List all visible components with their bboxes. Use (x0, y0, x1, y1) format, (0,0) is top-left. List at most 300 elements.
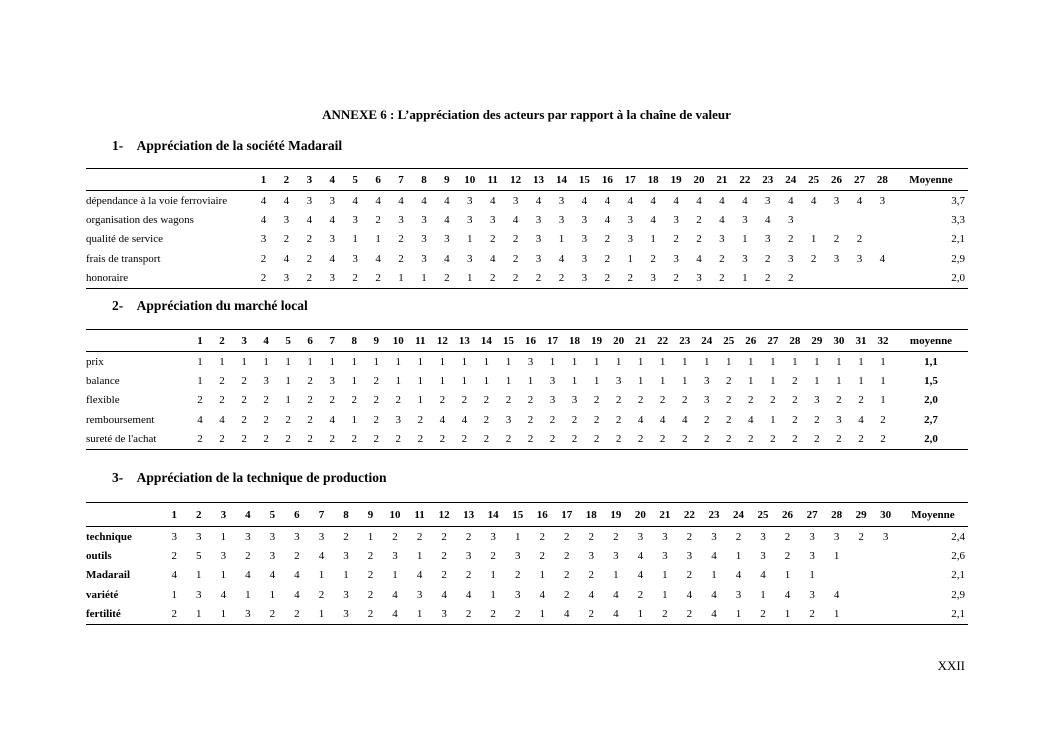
score-cell: 4 (711, 588, 717, 601)
column-header: 19 (591, 334, 603, 347)
score-cell: 2 (367, 549, 374, 562)
score-cell: 4 (375, 194, 381, 207)
score-cell: 2 (809, 608, 815, 620)
score-cell: 2 (856, 233, 863, 246)
score-cell: 4 (197, 413, 203, 426)
score-cell: 1 (395, 355, 402, 368)
score-cell: 3 (809, 549, 815, 562)
average-header: Moyenne (909, 173, 953, 186)
table-row (86, 391, 968, 411)
section-title: Appréciation de la société Madarail (136, 138, 343, 153)
score-cell: 1 (792, 355, 798, 368)
average-cell: 2,4 (951, 530, 965, 543)
score-cell: 4 (765, 213, 771, 226)
score-cell: 3 (549, 394, 556, 407)
score-cell: 1 (196, 608, 202, 620)
score-cell: 2 (307, 413, 313, 426)
score-cell: 3 (306, 194, 313, 207)
score-cell: 1 (726, 355, 732, 368)
score-cell (848, 269, 871, 289)
average-header: Moyenne (911, 508, 955, 521)
table-row (86, 546, 968, 566)
row-label: outils (86, 549, 112, 562)
row-label-header (86, 330, 189, 352)
column-header: 22 (657, 334, 669, 347)
score-cell: 1 (220, 608, 227, 620)
score-cell: 3 (329, 194, 335, 207)
score-cell: 2 (318, 588, 325, 601)
score-cell (873, 605, 898, 625)
score-cell: 2 (637, 588, 644, 601)
column-header: 27 (767, 334, 779, 347)
score-cell: 3 (263, 374, 269, 387)
score-cell: 1 (285, 355, 291, 368)
score-cell: 4 (465, 588, 472, 601)
score-cell: 2 (489, 233, 496, 246)
column-header: 18 (647, 173, 659, 186)
score-cell: 2 (395, 394, 402, 407)
column-header: 11 (415, 334, 426, 347)
score-cell: 2 (306, 272, 313, 284)
score-cell: 2 (792, 413, 798, 426)
column-header: 16 (536, 508, 548, 521)
score-cell: 2 (269, 608, 276, 620)
score-cell: 1 (490, 588, 496, 601)
score-cell: 3 (613, 549, 619, 562)
score-cell: 2 (558, 272, 565, 284)
score-cell (824, 566, 849, 586)
score-cell: 1 (285, 394, 291, 407)
score-cell: 3 (558, 194, 565, 207)
row-label: dépendance à la voie ferroviaire (86, 194, 228, 207)
score-cell: 3 (650, 272, 656, 284)
table-row (86, 527, 968, 547)
score-cell: 3 (329, 233, 335, 246)
score-cell: 2 (858, 433, 864, 445)
average-cell: 2,7 (924, 413, 938, 426)
column-header: 20 (613, 334, 625, 347)
score-cell: 2 (726, 413, 732, 426)
score-cell: 3 (343, 588, 349, 601)
table-row (86, 230, 968, 250)
score-cell (873, 546, 898, 566)
score-cell: 1 (439, 374, 446, 387)
row-label-header (86, 169, 252, 191)
score-cell: 4 (392, 608, 398, 620)
score-cell: 2 (539, 530, 545, 543)
score-cell: 2 (814, 433, 820, 445)
score-cell: 1 (703, 355, 710, 368)
score-cell: 4 (784, 588, 791, 601)
column-header: 20 (634, 508, 646, 521)
score-cell: 4 (535, 194, 542, 207)
score-cell: 4 (260, 213, 267, 226)
column-header: 10 (392, 334, 404, 347)
score-cell: 2 (489, 272, 496, 284)
score-cell: 4 (604, 194, 611, 207)
score-cell: 1 (613, 569, 619, 582)
column-header: 6 (294, 508, 300, 521)
score-cell: 1 (662, 588, 668, 601)
score-cell: 3 (343, 608, 349, 620)
score-cell: 2 (490, 549, 496, 562)
score-cell: 4 (581, 194, 588, 207)
score-cell: 3 (329, 374, 335, 387)
score-cell: 3 (809, 530, 815, 543)
score-cell: 4 (637, 569, 644, 582)
header-row (86, 169, 968, 191)
column-header: 20 (693, 173, 705, 186)
score-cell (802, 210, 825, 230)
score-cell: 2 (307, 394, 313, 407)
score-cell: 1 (421, 272, 427, 284)
column-header: 6 (375, 173, 381, 186)
score-cell: 2 (571, 433, 578, 445)
score-cell: 2 (263, 394, 269, 407)
score-cell: 3 (283, 213, 290, 226)
column-header: 2 (219, 334, 225, 347)
average-cell: 2,0 (924, 394, 938, 407)
table-row (86, 269, 968, 289)
score-cell: 3 (535, 233, 542, 246)
score-cell: 1 (351, 413, 357, 426)
score-cell: 3 (421, 233, 427, 246)
score-cell: 3 (352, 213, 358, 226)
score-cell: 3 (836, 413, 842, 426)
score-cell: 4 (539, 588, 545, 601)
column-header: 23 (762, 173, 774, 186)
score-cell: 1 (375, 233, 381, 246)
score-cell: 2 (659, 394, 666, 407)
score-cell: 2 (627, 272, 633, 284)
score-cell: 1 (197, 355, 203, 368)
average-cell: 2,1 (951, 233, 965, 246)
score-cell: 2 (444, 272, 450, 284)
score-cell: 3 (171, 530, 178, 543)
score-cell: 2 (588, 569, 595, 582)
row-label-header (86, 503, 162, 527)
average-cell: 1,1 (924, 355, 938, 368)
score-cell: 2 (637, 433, 644, 445)
score-cell: 2 (673, 233, 679, 246)
score-cell: 1 (219, 355, 225, 368)
score-cell: 2 (535, 272, 542, 284)
score-cell: 2 (373, 413, 380, 426)
score-cell: 4 (489, 194, 496, 207)
average-header: moyenne (909, 334, 953, 347)
score-cell: 2 (880, 433, 886, 445)
column-header: 3 (241, 334, 247, 347)
score-cell: 3 (581, 272, 588, 284)
column-header: 32 (877, 334, 889, 347)
score-cell: 4 (748, 413, 754, 426)
score-cell: 2 (604, 272, 611, 284)
score-cell: 1 (318, 608, 325, 620)
section-number: 3- (112, 470, 124, 485)
score-cell: 2 (197, 433, 203, 445)
score-cell: 2 (564, 569, 570, 582)
score-cell: 2 (814, 413, 820, 426)
column-header: 15 (502, 334, 514, 347)
score-cell: 1 (742, 272, 748, 284)
score-cell: 4 (742, 194, 748, 207)
production-technique-table (86, 502, 968, 625)
score-cell: 2 (527, 413, 534, 426)
score-cell: 1 (220, 569, 227, 582)
score-cell: 1 (833, 608, 840, 620)
score-cell: 4 (329, 213, 335, 226)
score-cell: 3 (703, 374, 710, 387)
score-cell: 1 (263, 355, 269, 368)
score-cell: 2 (441, 530, 447, 543)
score-cell: 1 (836, 355, 842, 368)
score-cell: 4 (245, 569, 251, 582)
column-header: 11 (487, 173, 498, 186)
score-cell (849, 546, 874, 566)
score-cell: 3 (283, 272, 290, 284)
column-header: 13 (463, 508, 475, 521)
score-cell: 3 (833, 530, 840, 543)
score-cell: 1 (416, 608, 423, 620)
column-header: 27 (806, 508, 818, 521)
score-cell: 1 (784, 569, 791, 582)
average-cell: 2,6 (951, 549, 965, 562)
score-cell: 2 (171, 608, 178, 620)
score-cell (873, 585, 898, 605)
column-header: 17 (624, 173, 636, 186)
score-cell: 4 (659, 413, 666, 426)
score-cell: 3 (220, 549, 227, 562)
score-cell: 3 (527, 355, 534, 368)
score-cell: 3 (662, 549, 668, 562)
score-cell: 3 (505, 413, 512, 426)
score-cell: 3 (490, 530, 496, 543)
score-cell: 2 (294, 608, 300, 620)
score-cell: 3 (260, 233, 267, 246)
column-header: 14 (487, 508, 499, 521)
column-header: 29 (811, 334, 823, 347)
score-cell: 4 (171, 569, 178, 582)
column-header: 26 (831, 173, 843, 186)
score-cell: 1 (681, 355, 688, 368)
score-cell: 2 (588, 530, 595, 543)
score-cell: 2 (241, 394, 247, 407)
score-cell: 2 (770, 394, 776, 407)
score-cell: 3 (441, 608, 447, 620)
column-header: 12 (510, 173, 522, 186)
score-cell: 2 (748, 394, 754, 407)
score-cell: 2 (441, 569, 447, 582)
score-cell: 2 (549, 413, 556, 426)
table-row (86, 210, 968, 230)
score-cell: 4 (416, 569, 423, 582)
score-cell: 1 (329, 355, 335, 368)
score-cell: 2 (465, 608, 472, 620)
score-cell: 2 (505, 394, 512, 407)
score-cell: 4 (439, 413, 446, 426)
score-cell: 2 (726, 433, 732, 445)
score-cell: 2 (373, 433, 380, 445)
score-cell: 2 (512, 272, 519, 284)
score-cell: 4 (719, 194, 725, 207)
score-cell: 4 (219, 413, 225, 426)
score-cell: 2 (245, 549, 251, 562)
score-cell: 2 (726, 394, 732, 407)
section-title: Appréciation du marché local (136, 298, 308, 313)
score-cell: 4 (318, 549, 325, 562)
score-cell: 1 (748, 355, 754, 368)
score-cell: 4 (604, 213, 611, 226)
column-header: 23 (708, 508, 720, 521)
table-row (86, 430, 968, 450)
section-title: Appréciation de la technique de production (136, 470, 387, 485)
score-cell: 4 (283, 252, 290, 265)
score-cell: 4 (329, 252, 335, 265)
score-cell: 2 (564, 588, 570, 601)
score-cell: 3 (615, 374, 622, 387)
column-header: 1 (197, 334, 203, 347)
column-header: 21 (659, 508, 671, 521)
score-cell: 1 (770, 413, 776, 426)
score-cell: 4 (696, 194, 702, 207)
column-header: 24 (701, 334, 713, 347)
score-cell: 3 (416, 588, 423, 601)
score-cell: 1 (637, 608, 644, 620)
score-cell: 2 (375, 272, 381, 284)
score-cell: 1 (650, 233, 656, 246)
score-cell: 2 (306, 252, 313, 265)
score-cell: 2 (604, 252, 611, 265)
score-cell: 1 (539, 569, 545, 582)
score-cell: 4 (294, 588, 300, 601)
score-cell: 3 (735, 588, 742, 601)
score-cell: 2 (673, 272, 679, 284)
score-cell: 3 (535, 252, 542, 265)
score-cell: 2 (858, 394, 864, 407)
score-cell: 3 (467, 252, 473, 265)
column-header: 7 (398, 173, 404, 186)
score-cell: 3 (489, 213, 496, 226)
score-cell (871, 210, 894, 230)
column-header: 15 (578, 173, 590, 186)
row-label: flexible (86, 394, 120, 407)
score-cell: 4 (444, 194, 450, 207)
score-cell: 3 (833, 252, 840, 265)
column-header: 28 (789, 334, 801, 347)
score-cell: 4 (564, 608, 570, 620)
score-cell: 1 (833, 549, 840, 562)
average-cell: 2,1 (951, 608, 965, 620)
score-cell: 1 (549, 355, 556, 368)
score-cell: 2 (836, 394, 842, 407)
score-cell: 1 (373, 355, 380, 368)
score-cell: 1 (197, 374, 203, 387)
score-cell: 1 (483, 374, 490, 387)
row-label: variété (86, 588, 119, 601)
score-cell: 2 (465, 530, 472, 543)
score-cell: 2 (307, 433, 313, 445)
score-cell: 1 (505, 355, 512, 368)
column-header: 10 (389, 508, 401, 521)
score-cell: 2 (787, 272, 794, 284)
score-cell: 3 (809, 588, 815, 601)
score-cell: 1 (810, 233, 817, 246)
score-cell: 4 (441, 588, 447, 601)
column-header: 16 (601, 173, 613, 186)
score-cell: 1 (352, 233, 358, 246)
score-cell: 2 (527, 394, 534, 407)
column-header: 28 (876, 173, 888, 186)
column-header: 19 (670, 173, 682, 186)
score-cell: 2 (307, 374, 313, 387)
score-cell: 3 (719, 233, 725, 246)
score-cell: 2 (571, 413, 578, 426)
score-cell: 2 (367, 608, 374, 620)
score-cell: 1 (395, 374, 402, 387)
row-label: remboursement (86, 413, 155, 426)
score-cell: 2 (171, 549, 178, 562)
column-header: 1 (171, 508, 178, 521)
column-header: 23 (679, 334, 691, 347)
row-label: technique (86, 530, 132, 543)
column-header: 24 (785, 173, 797, 186)
average-cell: 3,7 (951, 194, 965, 207)
score-cell: 1 (659, 374, 666, 387)
score-cell: 3 (760, 549, 766, 562)
annex-title: ANNEXE 6 : L’appréciation des acteurs par rapport à la chaîne de valeur (322, 107, 731, 122)
score-cell: 3 (512, 194, 519, 207)
madarail-appreciation-table (86, 168, 968, 289)
score-cell: 3 (760, 530, 766, 543)
score-cell: 1 (461, 374, 468, 387)
score-cell: 2 (329, 433, 335, 445)
table-row (86, 371, 968, 391)
table-row (86, 605, 968, 625)
score-cell: 1 (241, 355, 247, 368)
score-cell: 4 (489, 252, 496, 265)
score-cell: 2 (662, 608, 668, 620)
score-cell: 1 (880, 355, 886, 368)
score-cell: 3 (673, 252, 679, 265)
table-row (86, 249, 968, 269)
score-cell: 2 (398, 233, 404, 246)
score-cell: 2 (439, 433, 446, 445)
score-cell: 3 (196, 530, 202, 543)
score-cell: 2 (514, 569, 521, 582)
score-cell: 3 (765, 233, 771, 246)
score-cell: 1 (367, 530, 374, 543)
score-cell: 4 (294, 569, 300, 582)
score-cell: 2 (792, 394, 798, 407)
score-cell: 2 (483, 413, 490, 426)
score-cell: 2 (343, 530, 349, 543)
score-cell: 2 (564, 549, 570, 562)
score-cell: 3 (467, 213, 473, 226)
score-cell: 1 (318, 569, 325, 582)
score-cell: 3 (196, 588, 202, 601)
column-header: 5 (269, 508, 276, 521)
score-cell: 3 (637, 530, 644, 543)
score-cell: 2 (219, 433, 225, 445)
score-cell (825, 269, 848, 289)
score-cell (848, 210, 871, 230)
average-cell: 3,3 (951, 213, 965, 226)
row-label: prix (86, 355, 104, 368)
score-cell: 2 (260, 252, 267, 265)
score-cell: 4 (613, 588, 619, 601)
column-header: 8 (351, 334, 357, 347)
score-cell: 2 (527, 433, 534, 445)
